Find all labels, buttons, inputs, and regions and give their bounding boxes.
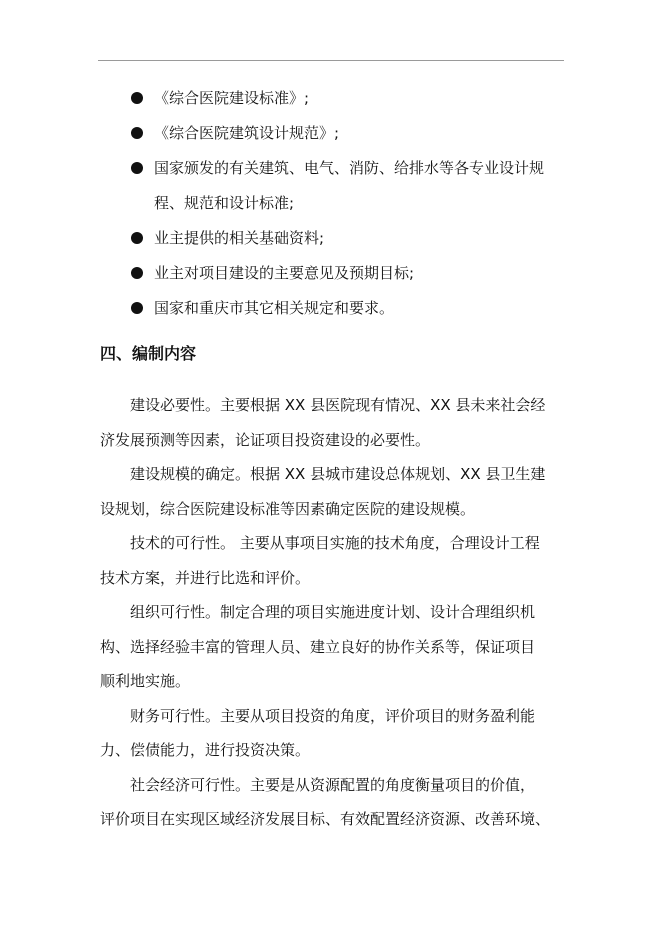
bullet-dot-icon (131, 92, 143, 104)
list-item-text: 国家颁发的有关建筑、电气、消防、给排水等各专业设计规 (154, 159, 545, 177)
bullet-dot-icon (131, 302, 143, 314)
paragraph-line: 建设必要性。主要根据 XX 县医院现有情况、XX 县未来社会经 (130, 396, 546, 414)
bullet-dot-icon (131, 232, 143, 244)
header-rule (98, 60, 564, 61)
paragraph-line: 力、偿债能力，进行投资决策。 (100, 741, 311, 759)
paragraph-line: 评价项目在实现区域经济发展目标、有效配置经济资源、改善环境、 (100, 810, 551, 828)
list-item-text: 国家和重庆市其它相关规定和要求。 (154, 299, 395, 317)
paragraph-line: 构、选择经验丰富的管理人员、建立良好的协作关系等，保证项目 (100, 638, 536, 656)
paragraph-line: 组织可行性。制定合理的项目实施进度计划、设计合理组织机 (130, 603, 536, 621)
list-item-text: 《综合医院建设标准》; (154, 89, 310, 107)
paragraph-line: 财务可行性。主要从项目投资的角度，评价项目的财务盈利能 (130, 707, 536, 725)
list-item-text-continued: 程、规范和设计标准; (154, 194, 295, 212)
list-item-text: 《综合医院建筑设计规范》; (154, 124, 340, 142)
list-item-text: 业主对项目建设的主要意见及预期目标; (154, 264, 415, 282)
bullet-dot-icon (131, 162, 143, 174)
paragraph-line: 设规划，综合医院建设标准等因素确定医院的建设规模。 (100, 500, 476, 518)
paragraph-line: 建设规模的确定。根据 XX 县城市建设总体规划、XX 县卫生建 (130, 465, 546, 483)
bullet-dot-icon (131, 267, 143, 279)
section-heading: 四、编制内容 (100, 344, 197, 363)
paragraph-line: 技术方案，并进行比选和评价。 (100, 569, 311, 587)
list-item-text: 业主提供的相关基础资料; (154, 229, 325, 247)
paragraph-line: 技术的可行性。 主要从事项目实施的技术角度，合理设计工程 (130, 534, 540, 552)
paragraph-line: 社会经济可行性。主要是从资源配置的角度衡量项目的价值， (130, 776, 536, 794)
paragraph-line: 济发展预测等因素，论证项目投资建设的必要性。 (100, 431, 431, 449)
bullet-dot-icon (131, 127, 143, 139)
paragraph-line: 顺利地实施。 (100, 672, 191, 690)
